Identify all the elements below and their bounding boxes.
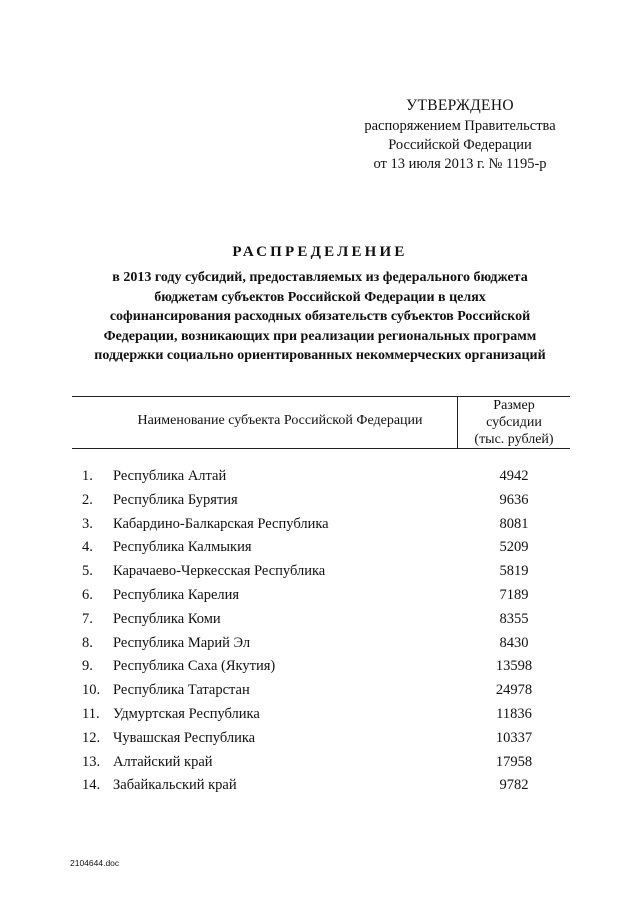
- document-title: РАСПРЕДЕЛЕНИЕ: [232, 244, 408, 260]
- subtitle-line: в 2013 году субсидий, предоставляемых из федерального бюджета: [112, 270, 528, 285]
- table-header-rule: [72, 448, 570, 449]
- subtitle-line: бюджетам субъектов Российской Федерации в целях: [154, 289, 486, 305]
- approval-block: [340, 96, 580, 174]
- file-name-footer: 2104644.doc: [70, 858, 120, 868]
- table-row: [0, 751, 640, 775]
- column-header-size-line: Размер: [493, 398, 535, 413]
- subject-name: Удмуртская Республика: [113, 705, 260, 722]
- subtitle-line: софинансирования расходных обязательств субъектов Российской: [109, 309, 531, 324]
- table-row: [0, 536, 640, 560]
- row-number: 1.: [82, 468, 93, 484]
- subtitle-line: Федерации, возникающих при реализации региональных программ: [103, 328, 537, 344]
- row-number: 8.: [82, 634, 93, 651]
- subsidy-value: 9636: [499, 491, 529, 508]
- subject-name: Карачаево-Черкесская Республика: [113, 563, 326, 580]
- subsidy-value: 10337: [495, 729, 533, 746]
- subsidy-value: 24978: [495, 682, 533, 699]
- subsidy-value: 11836: [496, 705, 532, 722]
- row-number: 7.: [82, 610, 93, 627]
- subject-name: Республика Калмыкия: [113, 539, 252, 556]
- subject-name: Чувашская Республика: [113, 729, 256, 746]
- column-header-size-line: (тыс. рублей): [474, 432, 554, 447]
- subsidy-value: 8355: [499, 610, 529, 627]
- table-row: [0, 727, 640, 751]
- subject-name: Кабардино-Балкарская Республика: [113, 515, 329, 532]
- subject-name: Республика Коми: [113, 610, 221, 627]
- row-number: 2.: [82, 491, 93, 508]
- subject-name: Забайкальский край: [113, 777, 237, 794]
- approval-line-3: от 13 июля 2013 г. № 1195-р: [373, 156, 547, 172]
- table-row: [0, 632, 640, 656]
- subsidy-value: 8430: [499, 634, 529, 651]
- subject-name: Алтайский край: [113, 753, 213, 770]
- column-header-name: Наименование субъекта Российской Федерации: [137, 413, 423, 428]
- table-row: [0, 489, 640, 513]
- row-number: 3.: [82, 515, 93, 532]
- table-row: [0, 679, 640, 703]
- row-number: 5.: [82, 563, 93, 580]
- row-number: 6.: [82, 586, 93, 603]
- row-number: 4.: [82, 539, 93, 556]
- row-number: 10.: [82, 682, 101, 699]
- subsidy-value: 4942: [499, 468, 529, 484]
- document-subtitle: [70, 268, 570, 366]
- subsidy-value: 9782: [499, 777, 529, 794]
- subtitle-line: поддержки социально ориентированных некоммерческих организаций: [94, 348, 546, 363]
- table-body: [0, 465, 640, 798]
- table-row: [0, 703, 640, 727]
- subject-name: Республика Татарстан: [113, 682, 250, 699]
- subsidy-value: 7189: [499, 586, 529, 603]
- approval-heading: УТВЕРЖДЕНО: [406, 97, 514, 114]
- subject-name: Республика Бурятия: [113, 491, 238, 508]
- subject-name: Республика Саха (Якутия): [113, 658, 276, 675]
- table-row: [0, 560, 640, 584]
- row-number: 9.: [82, 658, 93, 675]
- table-row: [0, 608, 640, 632]
- column-header-size: [458, 397, 570, 448]
- subsidy-value: 5819: [499, 563, 529, 580]
- subsidy-value: 17958: [495, 753, 533, 770]
- row-number: 13.: [82, 753, 101, 770]
- subject-name: Республика Карелия: [113, 586, 240, 603]
- subsidy-value: 13598: [495, 658, 533, 675]
- row-number: 14.: [82, 777, 101, 794]
- approval-line-1: распоряжением Правительства: [364, 118, 556, 134]
- table-row: [0, 513, 640, 537]
- subsidy-value: 8081: [499, 515, 529, 532]
- subject-name: Республика Марий Эл: [113, 634, 251, 651]
- approval-line-2: Российской Федерации: [388, 137, 532, 153]
- subject-name: Республика Алтай: [113, 468, 227, 484]
- table-row: [0, 655, 640, 679]
- column-header-size-line: субсидии: [486, 415, 542, 430]
- row-number: 12.: [82, 729, 101, 746]
- row-number: 11.: [82, 705, 100, 722]
- subsidy-value: 5209: [499, 539, 529, 556]
- table-row: [0, 584, 640, 608]
- table-row: [0, 465, 640, 489]
- table-row: [0, 774, 640, 798]
